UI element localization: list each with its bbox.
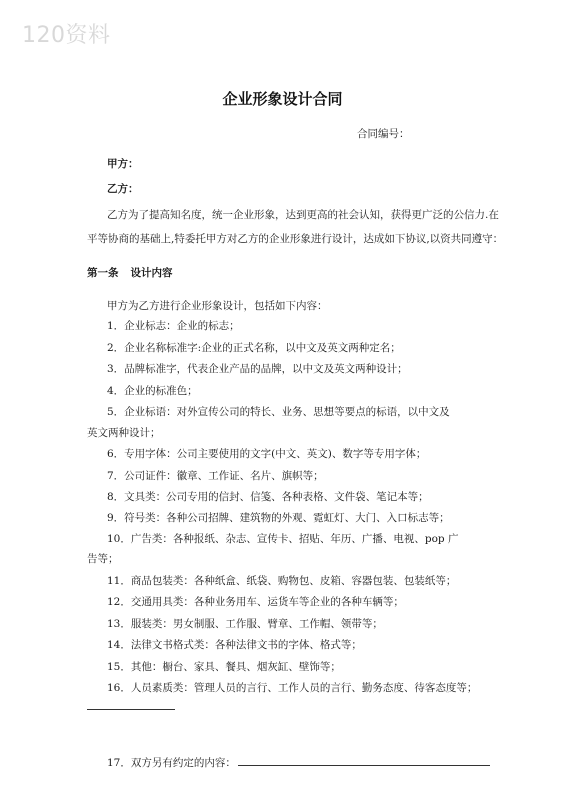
- list-item: 9．符号类：各种公司招牌、建筑物的外观、霓虹灯、大门、入口标志等；: [107, 512, 450, 524]
- list-item: 11．商品包装类：各种纸盒、纸袋、购物包、皮箱、容器包装、包装纸等；: [107, 575, 457, 587]
- list-item: 13．服装类：男女制服、工作服、臂章、工作帽、领带等；: [107, 618, 383, 630]
- list-item: 4．企业的标准色；: [107, 385, 198, 397]
- list-item: 3．品牌标准字，代表企业产品的品牌，以中文及英文两种设计；: [107, 363, 408, 375]
- fill-in-blank-line: [238, 755, 490, 766]
- list-item: 16．人员素质类：管理人员的言行、工作人员的言行、勤务态度、待客态度等；: [107, 682, 478, 694]
- party-b-label: 乙方：: [107, 183, 139, 195]
- list-item: 6．专用字体：公司主要使用的文字(中文、英文)、数字等专用字体；: [107, 448, 427, 460]
- list-item: 12．交通用具类：各种业务用车、运货车等企业的各种车辆等；: [107, 596, 404, 608]
- list-item: 8．文具类：公司专用的信封、信笺、各种表格、文件袋、笔记本等；: [107, 491, 429, 503]
- intro-line-2: 平等协商的基础上,特委托甲方对乙方的企业形象进行设计，达成如下协议,以资共同遵守：: [87, 233, 504, 245]
- party-a-label: 甲方：: [107, 158, 139, 170]
- list-item-with-blank: [107, 755, 490, 770]
- list-item: 14．法律文书格式类：各种法律文书的字体、格式等；: [107, 639, 362, 651]
- watermark: 120资料: [22, 23, 111, 48]
- list-item-continuation: 英文两种设计；: [87, 427, 161, 439]
- section-heading: [87, 265, 173, 280]
- list-item-label: 17．双方另有约定的内容：: [107, 757, 236, 769]
- list-item-continuation: 告等；: [87, 553, 119, 565]
- list-item: 7．公司证件：徽章、工作证、名片、旗帜等；: [107, 470, 324, 482]
- contract-number-label: 合同编号：: [357, 128, 410, 140]
- list-item: 10．广告类：各种报纸、杂志、宣传卡、招贴、年历、广播、电视、pop 广: [107, 533, 459, 545]
- list-item: 1．企业标志：企业的标志；: [107, 320, 240, 332]
- section-number: 第一条: [87, 267, 119, 279]
- list-item: 2．企业名称标准字:企业的正式名称，以中文及英文两种定名；: [107, 342, 401, 354]
- intro-line-1: 乙方为了提高知名度，统一企业形象，达到更高的社会认知，获得更广泛的公信力.在: [107, 209, 499, 221]
- section-lead: 甲方为乙方进行企业形象设计，包括如下内容：: [107, 300, 328, 312]
- document-title: 企业形象设计合同: [222, 90, 343, 108]
- section-title: 设计内容: [130, 267, 173, 279]
- list-item: 5．企业标语：对外宣传公司的特长、业务、思想等要点的标语，以中文及: [107, 406, 450, 418]
- footnote-divider: [87, 709, 175, 710]
- list-item: 15．其他：橱台、家具、餐具、烟灰缸、壁饰等；: [107, 661, 341, 673]
